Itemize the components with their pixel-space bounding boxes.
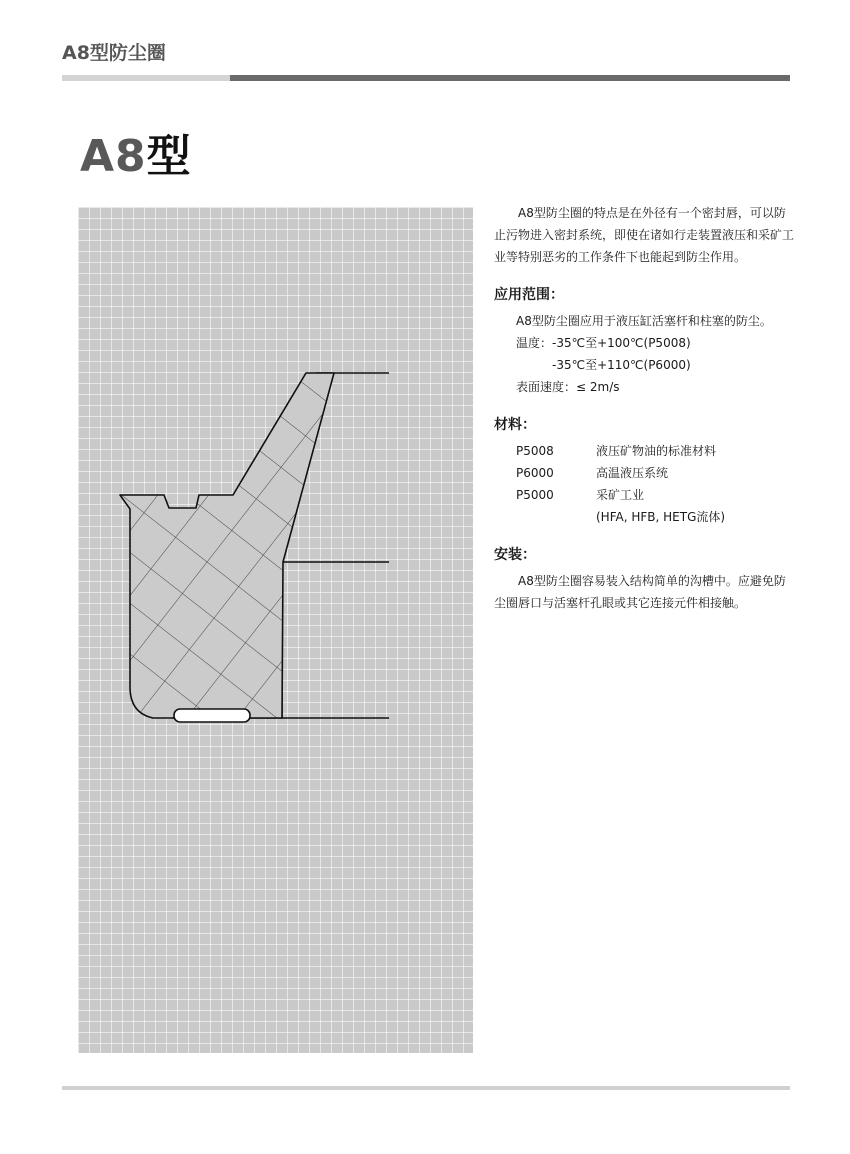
material-desc: 采矿工业 bbox=[596, 488, 645, 502]
installation-heading: 安装： bbox=[494, 547, 536, 563]
description-column bbox=[494, 202, 794, 614]
installation-text: A8型防尘圈容易装入结构简单的沟槽中。应避免防尘圈唇口与活塞杆孔眼或其它连接元件相接触。 bbox=[494, 574, 786, 610]
surface-speed: 表面速度：≤ 2m/s bbox=[516, 380, 620, 394]
material-row bbox=[494, 462, 794, 484]
application-heading: 应用范围： bbox=[494, 287, 564, 303]
material-row bbox=[494, 440, 794, 462]
page-title-main: A8 bbox=[80, 131, 147, 182]
application-usage: A8型防尘圈应用于液压缸活塞杆和柱塞的防尘。 bbox=[516, 314, 772, 328]
materials-heading: 材料： bbox=[494, 417, 536, 433]
material-desc: (HFA, HFB, HETG流体) bbox=[596, 510, 726, 524]
material-code: P5000 bbox=[516, 488, 554, 502]
header-title: A8型防尘圈 bbox=[62, 42, 166, 64]
seal-cross-section-figure bbox=[78, 207, 473, 1053]
header-rule-dark bbox=[230, 75, 790, 81]
intro-paragraph: A8型防尘圈的特点是在外径有一个密封唇，可以防止污物进入密封系统，即使在诸如行走装置液压和采矿工业等特别恶劣的工作条件下也能起到防尘作用。 bbox=[494, 206, 795, 264]
material-code: P6000 bbox=[516, 466, 554, 480]
footer-rule bbox=[62, 1086, 790, 1090]
material-row bbox=[494, 484, 794, 506]
seal-lip-insert bbox=[174, 709, 250, 722]
temperature-line-1: 温度：-35℃至+100℃(P5008) bbox=[516, 336, 691, 350]
material-desc: 液压矿物油的标准材料 bbox=[596, 444, 717, 458]
material-desc: 高温液压系统 bbox=[596, 466, 669, 480]
temperature-line-2: -35℃至+110℃(P6000) bbox=[552, 358, 691, 372]
seal-profile bbox=[120, 373, 334, 718]
material-code bbox=[516, 506, 596, 528]
page-title-suffix: 型 bbox=[146, 131, 192, 182]
material-code: P5008 bbox=[516, 444, 554, 458]
header-rule-light bbox=[62, 75, 230, 81]
seal-cross-section-drawing bbox=[78, 207, 473, 1053]
material-row bbox=[494, 506, 794, 528]
page-title bbox=[80, 120, 192, 184]
